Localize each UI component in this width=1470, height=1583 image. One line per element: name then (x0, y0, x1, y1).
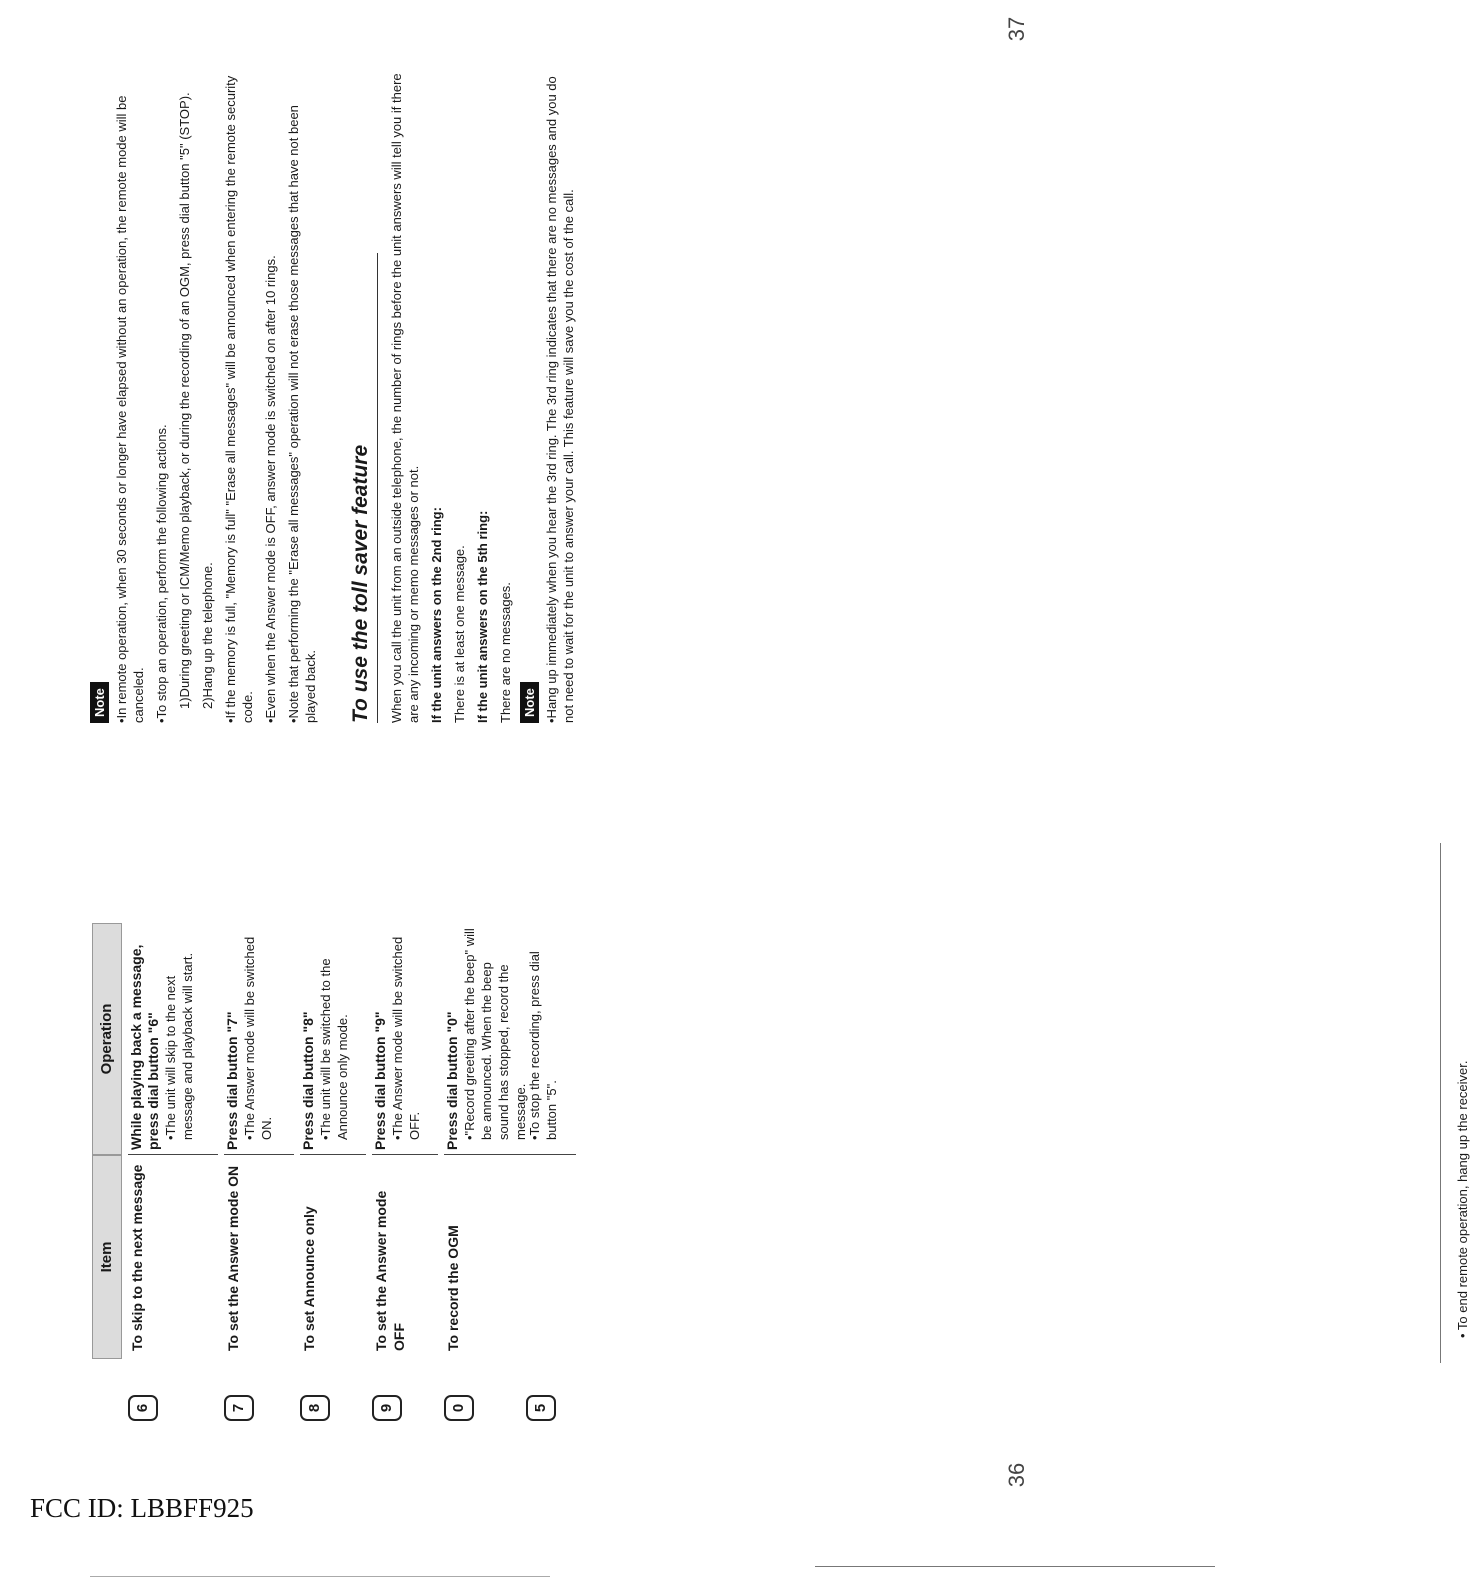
section-title: To use the toll saver feature (349, 444, 372, 723)
operation-sub: •"Record greeting after the beep" will be announced. When the beep sound has stopped, record the message. (462, 928, 528, 1140)
page-number-left: 36 (1004, 1462, 1030, 1488)
header-operation: Operation (92, 923, 122, 1155)
header-item: Item (92, 1155, 122, 1359)
row-operation (444, 923, 529, 1155)
dial-key-7-icon: 7 (224, 1395, 254, 1421)
operation-main: Press dial button "8" (300, 1011, 316, 1150)
page-number-right: 37 (1004, 16, 1030, 42)
dial-key-5-icon: 5 (526, 1395, 556, 1421)
note-item: •Note that performing the "Erase all messages" operation will not erase those messages that have not been played back. (286, 105, 318, 723)
dial-key-8-icon: 8 (300, 1395, 330, 1421)
row-item: To set the Answer mode OFF (373, 1190, 407, 1351)
divider (815, 1566, 1215, 1567)
table-end-note: • To end remote operation, hang up the receiver. (1455, 1060, 1470, 1338)
note-item: •To stop an operation, perform the following actions. (154, 424, 169, 723)
row-item: To set the Answer mode ON (225, 1165, 241, 1351)
operation-sub: •To stop the recording, press dial button "5". (527, 951, 559, 1140)
note-item: •Hang up immediately when you hear the 3rd ring. The 3rd ring indicates that there are no messages and you do not need to wait for the unit to answer your call. This feature will save you the cost of the call. (544, 76, 576, 723)
note-item: 1)During greeting or ICM/Memo playback, or during the recording of an OGM, press dial button "5" (STOP). (177, 92, 192, 709)
note-item: •Even when the Answer mode is OFF, answer mode is switched on after 10 rings. (263, 255, 278, 723)
right-page (90, 73, 583, 723)
operation-main: Press dial button "7" (224, 1011, 240, 1150)
row-operation (128, 923, 218, 1155)
divider (1440, 843, 1441, 1363)
row-item (526, 1155, 576, 1359)
row-item: To skip to the next message (129, 1164, 145, 1351)
row-item: To record the OGM (445, 1225, 461, 1351)
operation-sub: •The unit will be switched to the Announce only mode. (318, 958, 350, 1140)
fcc-id: FCC ID: LBBFF925 (30, 1493, 254, 1523)
operation-sub: •The Answer mode will be switched ON. (242, 936, 274, 1140)
case-title: If the unit answers on the 5th ring: (475, 510, 490, 723)
row-operation (372, 923, 438, 1155)
section-intro: When you call the unit from an outside telephone, the number of rings before the unit answers will tell you if there are any incoming or memo messages or not. (389, 73, 421, 723)
note-badge: Note (520, 682, 539, 723)
divider (90, 1576, 550, 1577)
operation-sub: •The Answer mode will be switched OFF. (390, 936, 422, 1140)
dial-key-6-icon: 6 (128, 1395, 158, 1421)
dial-key-0-icon: 0 (444, 1395, 474, 1421)
section-rule (377, 253, 378, 723)
note-badge: Note (90, 682, 109, 723)
note-item: 2)Hang up the telephone. (200, 562, 215, 709)
row-item: To set Announce only (301, 1206, 317, 1351)
dial-key-9-icon: 9 (372, 1395, 402, 1421)
row-operation (224, 923, 294, 1155)
case-text: There is at least one message. (452, 545, 467, 723)
row-operation (300, 923, 366, 1155)
case-title: If the unit answers on the 2nd ring: (429, 507, 444, 723)
note-item: •If the memory is full, "Memory is full" "Erase all messages" will be announced when entering the remote security code. (223, 75, 255, 723)
row-operation (526, 923, 576, 1155)
operation-main: Press dial button "9" (372, 1011, 388, 1150)
operation-sub: •The unit will skip to the next message and playback will start. (163, 952, 195, 1140)
case-text: There are no messages. (498, 582, 513, 723)
note-item: •In remote operation, when 30 seconds or longer have elapsed without an operation, the remote mode will be canceled. (114, 95, 146, 723)
operation-main: While playing back a message, press dial button "6" (128, 944, 161, 1150)
operation-main: Press dial button "0" (444, 1011, 460, 1150)
